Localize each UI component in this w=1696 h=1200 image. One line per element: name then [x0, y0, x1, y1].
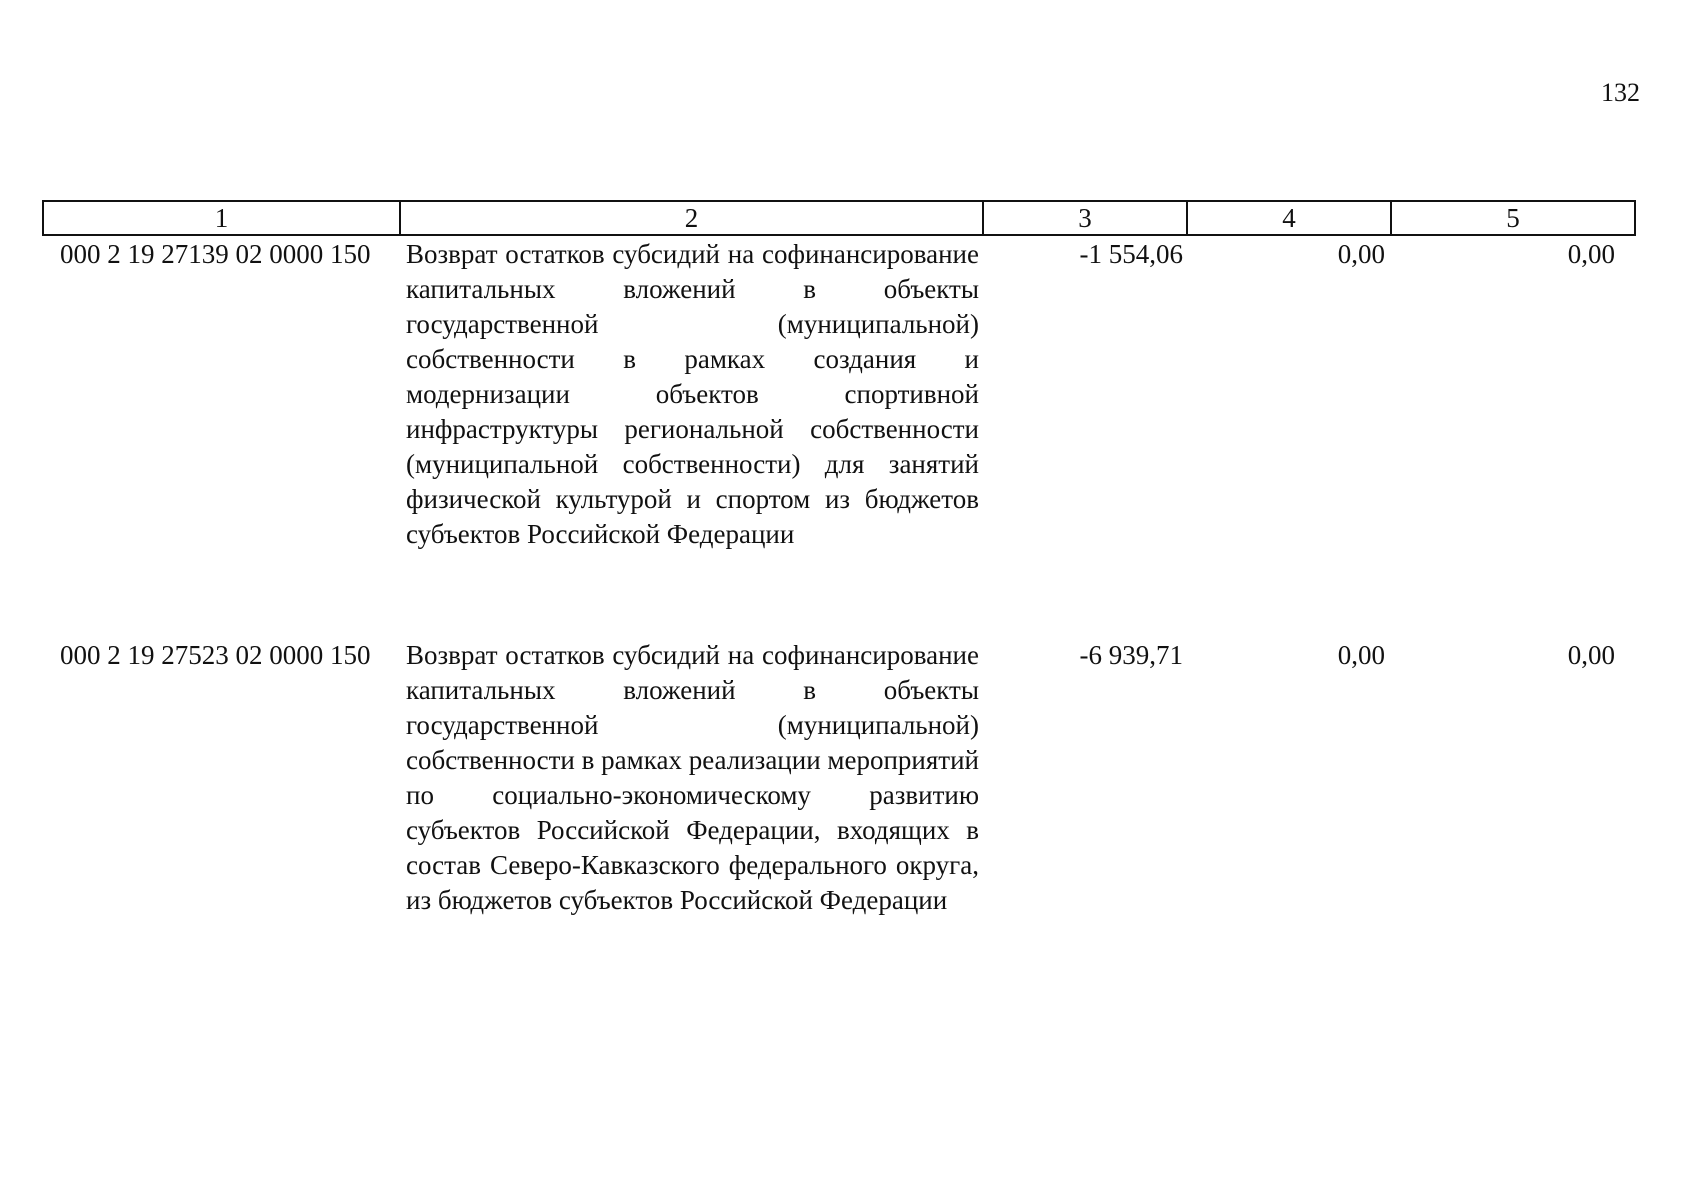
- row-description: Возврат остатков субсидий на софинансирование капитальных вложений в объекты государственной (муниципальной) собственности в рамках создания и модернизации объектов спортивной инфраструктуры региональной собственности (муниципальной собственности) для занятий физической культурой и спортом из бюджетов субъектов Российской Федерации: [406, 239, 979, 549]
- header-col-4: 4: [1187, 201, 1391, 235]
- value-col-4: 0,00: [1337, 640, 1385, 670]
- budget-code: 000 2 19 27523 02 0000 150: [60, 640, 371, 670]
- value-col-3: -6 939,71: [1079, 640, 1183, 670]
- header-col-1: 1: [43, 201, 400, 235]
- value-col-5: 0,00: [1567, 239, 1615, 269]
- header-row: [43, 201, 1635, 235]
- page-number: 132: [1601, 78, 1640, 107]
- value-col-4: 0,00: [1337, 239, 1385, 269]
- header-col-2: 2: [400, 201, 983, 235]
- table-header: [43, 201, 1635, 235]
- table-body: [43, 235, 1635, 918]
- header-col-3: 3: [983, 201, 1187, 235]
- budget-code: 000 2 19 27139 02 0000 150: [60, 239, 371, 269]
- budget-table: [42, 200, 1636, 918]
- header-col-5: 5: [1391, 201, 1635, 235]
- table-row: [43, 638, 1635, 918]
- row-description: Возврат остатков субсидий на софинансирование капитальных вложений в объекты государственной (муниципальной) собственности в рамках реализации мероприятий по социально-экономическому развитию субъектов Российской Федерации, входящих в состав Северо-Кавказского федерального округа, из бюджетов субъектов Российской Федерации: [406, 640, 979, 915]
- value-col-5: 0,00: [1567, 640, 1615, 670]
- value-col-3: -1 554,06: [1079, 239, 1183, 269]
- table-row: [43, 235, 1635, 638]
- budget-table-container: [42, 200, 1634, 918]
